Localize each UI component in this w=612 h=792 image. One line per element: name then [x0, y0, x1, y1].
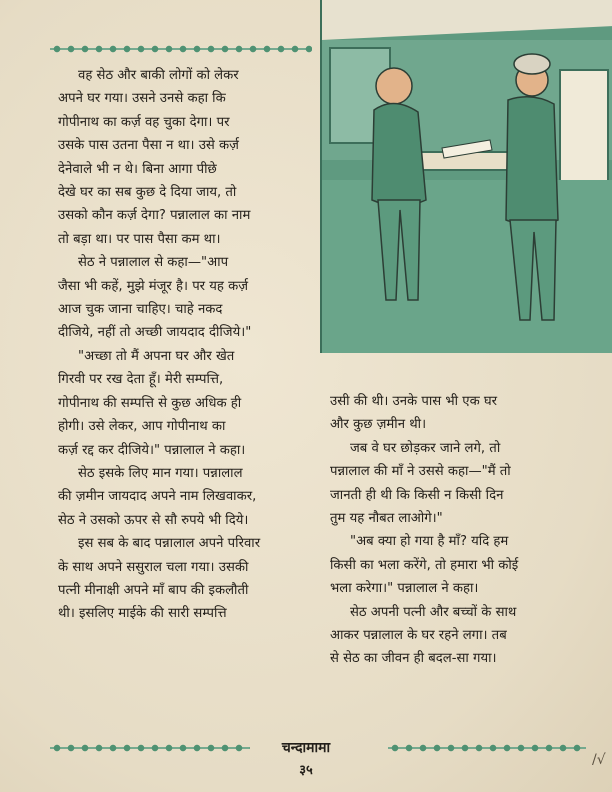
story-illustration: [320, 0, 612, 353]
right-column-text: [330, 390, 586, 671]
right-paragraph-1: उसी की थी। उनके पास भी एक घर और कुछ ज़मीन थी।: [330, 394, 498, 433]
left-paragraph-2: सेठ ने पन्नालाल से कहा—"आप जैसा भी कहें, मुझे मंजूर है। पर यह कर्ज़ आज चुक जाना चाहिए। चाहे नकद दीजिये, नहीं तो अच्छी जायदाद दीजिये।": [58, 255, 252, 341]
left-column-text: [58, 64, 314, 626]
left-paragraph-5: इस सब के बाद पन्नालाल अपने परिवार के साथ अपने ससुराल चला गया। उसकी पत्नी मीनाक्षी अपने माँ बाप की इकलौती थी। इसलिए माईके की सारी सम्पत्ति: [58, 536, 261, 622]
bottom-right-decorative-border: [388, 741, 586, 755]
right-paragraph-4: सेठ अपनी पत्नी और बच्चों के साथ आकर पन्नालाल के घर रहने लगा। तब से सेठ का जीवन ही बदल-सा गया।: [330, 604, 517, 667]
magazine-title: चन्दामामा: [281, 740, 331, 756]
page-number: ३५: [299, 763, 313, 778]
left-paragraph-3: "अच्छा तो मैं अपना घर और खेत गिरवी पर रख देता हूँ। मेरी सम्पत्ति, गोपीनाथ की सम्पत्ति से कुछ अधिक ही होगी। उसे लेकर, आप गोपीनाथ का कर्ज़ रद्द कर दीजिये।" पन्नालाल ने कहा।: [58, 348, 246, 458]
bottom-left-decorative-border: [50, 741, 250, 755]
right-paragraph-2: जब वे घर छोड़कर जाने लगे, तो पन्नालाल की माँ ने उससे कहा—"मैं तो जानती ही थी कि किसी न किसी दिन तुम यह नौबत लाओगे।": [330, 440, 511, 527]
right-paragraph-3: "अब क्या हो गया है माँ? यदि हम किसी का भला करेंगे, तो हमारा भी कोई भला करेगा।" पन्नालाल ने कहा।: [330, 534, 519, 597]
left-paragraph-1: वह सेठ और बाकी लोगों को लेकर अपने घर गया। उसने उनसे कहा कि गोपीनाथ का कर्ज़ वह चुका देगा। पर उसके पास उतना पैसा न था। उसे कर्ज़ देनेवाले भी न थे। बिना आगा पीछे देखे घर का सब कुछ दे दिया जाय, तो उसको कौन कर्ज़ देगा? पन्नालाल का नाम तो बड़ा था। पर पास पैसा कम था।: [58, 68, 251, 247]
top-decorative-border: [50, 42, 312, 56]
margin-mark: /√: [592, 752, 606, 768]
door-panel: [560, 70, 608, 190]
left-paragraph-4: सेठ इसके लिए मान गया। पन्नालाल की ज़मीन जायदाद अपने नाम लिखवाकर, सेठ ने उसको ऊपर से सौ रुपये भी दिये।: [58, 465, 257, 528]
floor: [322, 180, 612, 353]
